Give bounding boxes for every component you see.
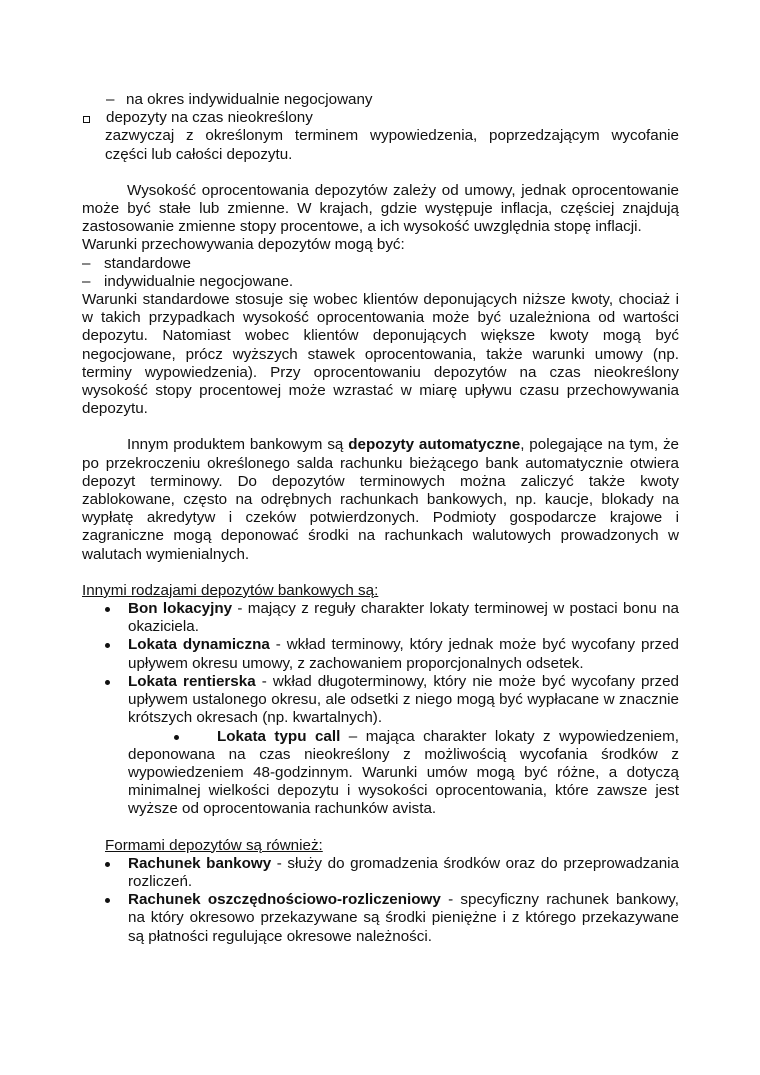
bullet-text [128, 600, 679, 636]
paragraph-standard-conditions: Warunki standardowe stosuje się wobec klientów deponujących niższe kwoty, chociaż i w takich przypadkach wysokość oprocentowania może być uzależniona od wartości depozytu. Natomiast wobec klientów deponujących większe kwoty mogą być negocjowane, prócz wyższych stawek oprocentowania, także warunki umowy (np. terminy wypowiedzenia). Przy oprocentowaniu depozytów na czas nieokreślony wysokość stopy procentowej może wzrastać w miarę upływu czasu przechowywania depozytu. [82, 291, 679, 418]
bullet-dot-icon [105, 643, 110, 648]
bold-term: Bon lokacyjny [128, 600, 233, 618]
term-description: - wkład długoterminowy, który nie może być wycofany przed upływem ustalonego okresu, ale odsetki z niego mogą być wypłacane w znacznie krótszych okresach (np. kwartalnych). [128, 672, 680, 727]
dash-bullet: – [106, 91, 115, 108]
bullet-item-call [128, 728, 679, 819]
conditions-list-item [82, 255, 679, 273]
bullet-item [105, 636, 679, 672]
text-run: Innym produktem bankowym są [127, 436, 349, 454]
section-heading-other-types: Innymi rodzajami depozytów bankowych są: [82, 581, 379, 599]
text-run: , polegające na tym, że po przekroczeniu określonego salda rachunku bieżącego bank automatycznie otwiera depozyt terminowy. Do depozytów terminowych można zaliczyć także kwoty zablokowane, często na odrębnych rachunkach bankowych, np. kaucje, blokady na wypłatę akredytyw i czeków potwierdzonych. Podmioty gospodarcze krajowe i zagraniczne mogą deponować środki na rachunkach walutowych prowadzonych w walutach wymienialnych. [82, 436, 680, 563]
bullet-text [128, 673, 679, 728]
bullet-text [128, 891, 679, 946]
term-description: - mający z reguły charakter lokaty terminowej w postaci bonu na okaziciela. [128, 600, 679, 636]
bold-term: Lokata typu call [217, 727, 341, 745]
bullet-item [105, 891, 679, 946]
bullet-dot-icon [105, 607, 110, 612]
dash-bullet: – [82, 272, 91, 290]
conditions-list-item [82, 273, 679, 291]
term-description: - specyficzny rachunek bankowy, na który okresowo przekazywane są środki pieniężne i z którego przekazywane są płatności regulujące okresowe należności. [128, 891, 679, 945]
bullet-item [105, 673, 679, 728]
list-item-description: zazwyczaj z określonym terminem wypowiedzenia, poprzedzającym wycofanie części lub całości depozytu. [105, 127, 679, 163]
bullet-dot-icon [105, 862, 110, 867]
bullet-text [128, 636, 679, 672]
bullet-dot-icon [105, 680, 110, 685]
bullet-item [105, 600, 679, 636]
document-page [82, 91, 679, 946]
bullet-dot-icon [174, 735, 179, 740]
bold-term: Rachunek bankowy [128, 854, 272, 872]
square-bullet-icon [83, 116, 90, 123]
bullet-item [105, 855, 679, 891]
list-item-text: na okres indywidualnie negocjowany [126, 91, 373, 108]
square-list-item [82, 109, 679, 127]
list-item-text: standardowe [104, 254, 191, 272]
term-description: – mająca charakter lokaty z wypowiedzeniem, deponowana na czas nieokreślony z możliwością wycofania środków z wypowiedzeniem 48-godzinnym. Warunki umów mogą być różne, a dotyczą minimalnej wielkości depozytu i wysokości oprocentowania, które zawsze jest wyższe od oprocentowania rachunków avista. [128, 727, 679, 818]
term-description: - służy do gromadzenia środków oraz do przeprowadzania rozliczeń. [128, 854, 679, 890]
list-item-text: indywidualnie negocjowane. [104, 272, 294, 290]
dash-bullet: – [82, 254, 91, 272]
bullet-dot-icon [105, 898, 110, 903]
term-description: - wkład terminowy, który jednak może być wycofany przed upływem okresu umowy, z zachowaniem proporcjonalnych odsetek. [128, 636, 679, 672]
bold-term: depozyty automatyczne [348, 436, 521, 454]
bold-term: Rachunek oszczędnościowo-rozliczeniowy [128, 891, 441, 909]
paragraph-interest: Wysokość oprocentowania depozytów zależy od umowy, jednak oprocentowanie może być stałe lub zmienne. W krajach, gdzie występuje inflacja, częściej znajdują zastosowanie zmienne stopy procentowe, a ich wysokość uwzględnia stopę inflacji. [82, 181, 679, 236]
bullet-text [128, 855, 679, 891]
list-item-text: depozyty na czas nieokreślony [106, 109, 313, 127]
bold-term: Lokata rentierska [128, 672, 256, 690]
conditions-intro: Warunki przechowywania depozytów mogą być: [82, 236, 405, 254]
bold-term: Lokata dynamiczna [128, 636, 270, 654]
section-heading-forms: Formami depozytów są również: [105, 836, 323, 854]
paragraph-automatic-deposits [82, 436, 679, 563]
dash-list-item [106, 91, 679, 109]
